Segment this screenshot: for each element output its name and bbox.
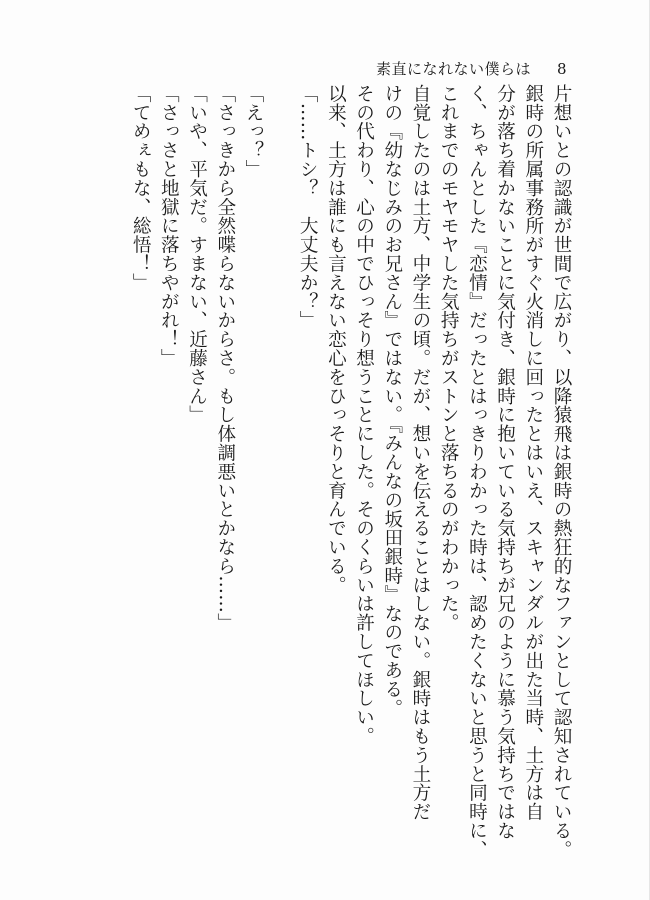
page-number: 8 xyxy=(556,60,567,78)
text-line: これまでのモヤモヤした気持ちがストンと落ちるのがわかった。 xyxy=(438,84,460,633)
dialogue-line: 「えっ？」 xyxy=(242,84,264,179)
dialogue-line: 「さっきから全然喋らないからさ。もし体調悪いとかなら……」 xyxy=(214,84,236,633)
dialogue-line: 「……トシ？ 大丈夫か？」 xyxy=(297,84,319,330)
text-line: 自覚したのは土方、中学生の頃。だが、想いを伝えることはしない。銀時はもう土方だ xyxy=(409,84,431,822)
dialogue-line: 「さっさと地獄に落ちやがれ！」 xyxy=(158,84,180,368)
text-line: く、ちゃんとした『恋情』だったとはっきりわかった時は、認めたくないと思うと同時に、 xyxy=(466,84,488,859)
running-head xyxy=(376,58,567,79)
dialogue-line: 「いや、平気だ。すまない、近藤さん」 xyxy=(186,84,208,425)
text-line: 以来、土方は誰にも言えない恋心をひっそりと育んでいる。 xyxy=(325,84,347,595)
dialogue-line: 「てめぇもな、総悟！」 xyxy=(130,84,152,292)
text-line: 銀時の所属事務所がすぐ火消しに回ったとはいえ、スキャンダルが出た当時、土方は自 xyxy=(522,84,544,822)
text-line: 片想いとの認識が世間で広がり、以降猿飛は銀時の熱狂的なファンとして認知されている。 xyxy=(551,84,572,859)
book-title: 素直になれない僕らは xyxy=(375,60,531,78)
text-line: その代わり、心の中でひっそり想うことにした。そのくらいは許してほしい。 xyxy=(353,84,375,746)
text-line: 分が落ち着かないことに気付き、銀時に抱いている気持ちが兄のように慕う気持ちではな xyxy=(494,84,516,840)
body-text xyxy=(126,84,575,874)
text-line: けの『幼なじみのお兄さん』ではない。『みんなの坂田銀時』なのである。 xyxy=(381,84,403,718)
